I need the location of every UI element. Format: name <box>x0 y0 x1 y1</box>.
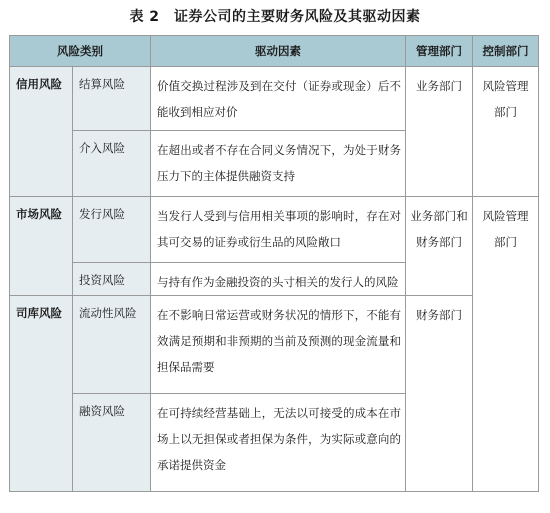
management-dept-cell: 业务部门和财务部门 <box>406 197 473 296</box>
header-drivers: 驱动因素 <box>151 36 406 67</box>
driver-cell: 在不影响日常运营或财务状况的情形下，不能有效满足预期和非预期的当前及预测的现金流量和担保品需要 <box>151 296 406 394</box>
table-row <box>10 67 539 131</box>
management-dept-cell: 业务部门 <box>406 67 473 197</box>
risk-subtype-cell: 流动性风险 <box>73 296 151 394</box>
risk-subtype-cell: 发行风险 <box>73 197 151 263</box>
header-risk-category: 风险类别 <box>10 36 151 67</box>
header-management-dept: 管理部门 <box>406 36 473 67</box>
driver-cell: 价值交换过程涉及到在交付（证券或现金）后不能收到相应对价 <box>151 67 406 131</box>
driver-cell: 在超出或者不存在合同义务情况下，为处于财务压力下的主体提供融资支持 <box>151 131 406 197</box>
management-dept-cell: 财务部门 <box>406 296 473 492</box>
risk-subtype-cell: 投资风险 <box>73 263 151 296</box>
control-dept-cell: 风险管理部门 <box>473 197 539 492</box>
risk-subtype-cell: 介入风险 <box>73 131 151 197</box>
table-row <box>10 296 539 394</box>
table-header-row <box>10 36 539 67</box>
driver-cell: 与持有作为金融投资的头寸相关的发行人的风险 <box>151 263 406 296</box>
risk-category-cell: 司库风险 <box>10 296 73 492</box>
risk-category-cell: 市场风险 <box>10 197 73 296</box>
risk-table <box>9 35 539 492</box>
risk-category-cell: 信用风险 <box>10 67 73 197</box>
risk-subtype-cell: 结算风险 <box>73 67 151 131</box>
driver-cell: 在可持续经营基础上，无法以可接受的成本在市场上以无担保或者担保为条件，为实际或意向的承诺提供资金 <box>151 394 406 492</box>
table-title: 表 2 证券公司的主要财务风险及其驱动因素 <box>129 9 421 25</box>
header-control-dept: 控制部门 <box>473 36 539 67</box>
driver-cell: 当发行人受到与信用相关事项的影响时，存在对其可交易的证券或衍生品的风险敞口 <box>151 197 406 263</box>
risk-subtype-cell: 融资风险 <box>73 394 151 492</box>
control-dept-cell: 风险管理部门 <box>473 67 539 197</box>
table-row <box>10 197 539 263</box>
